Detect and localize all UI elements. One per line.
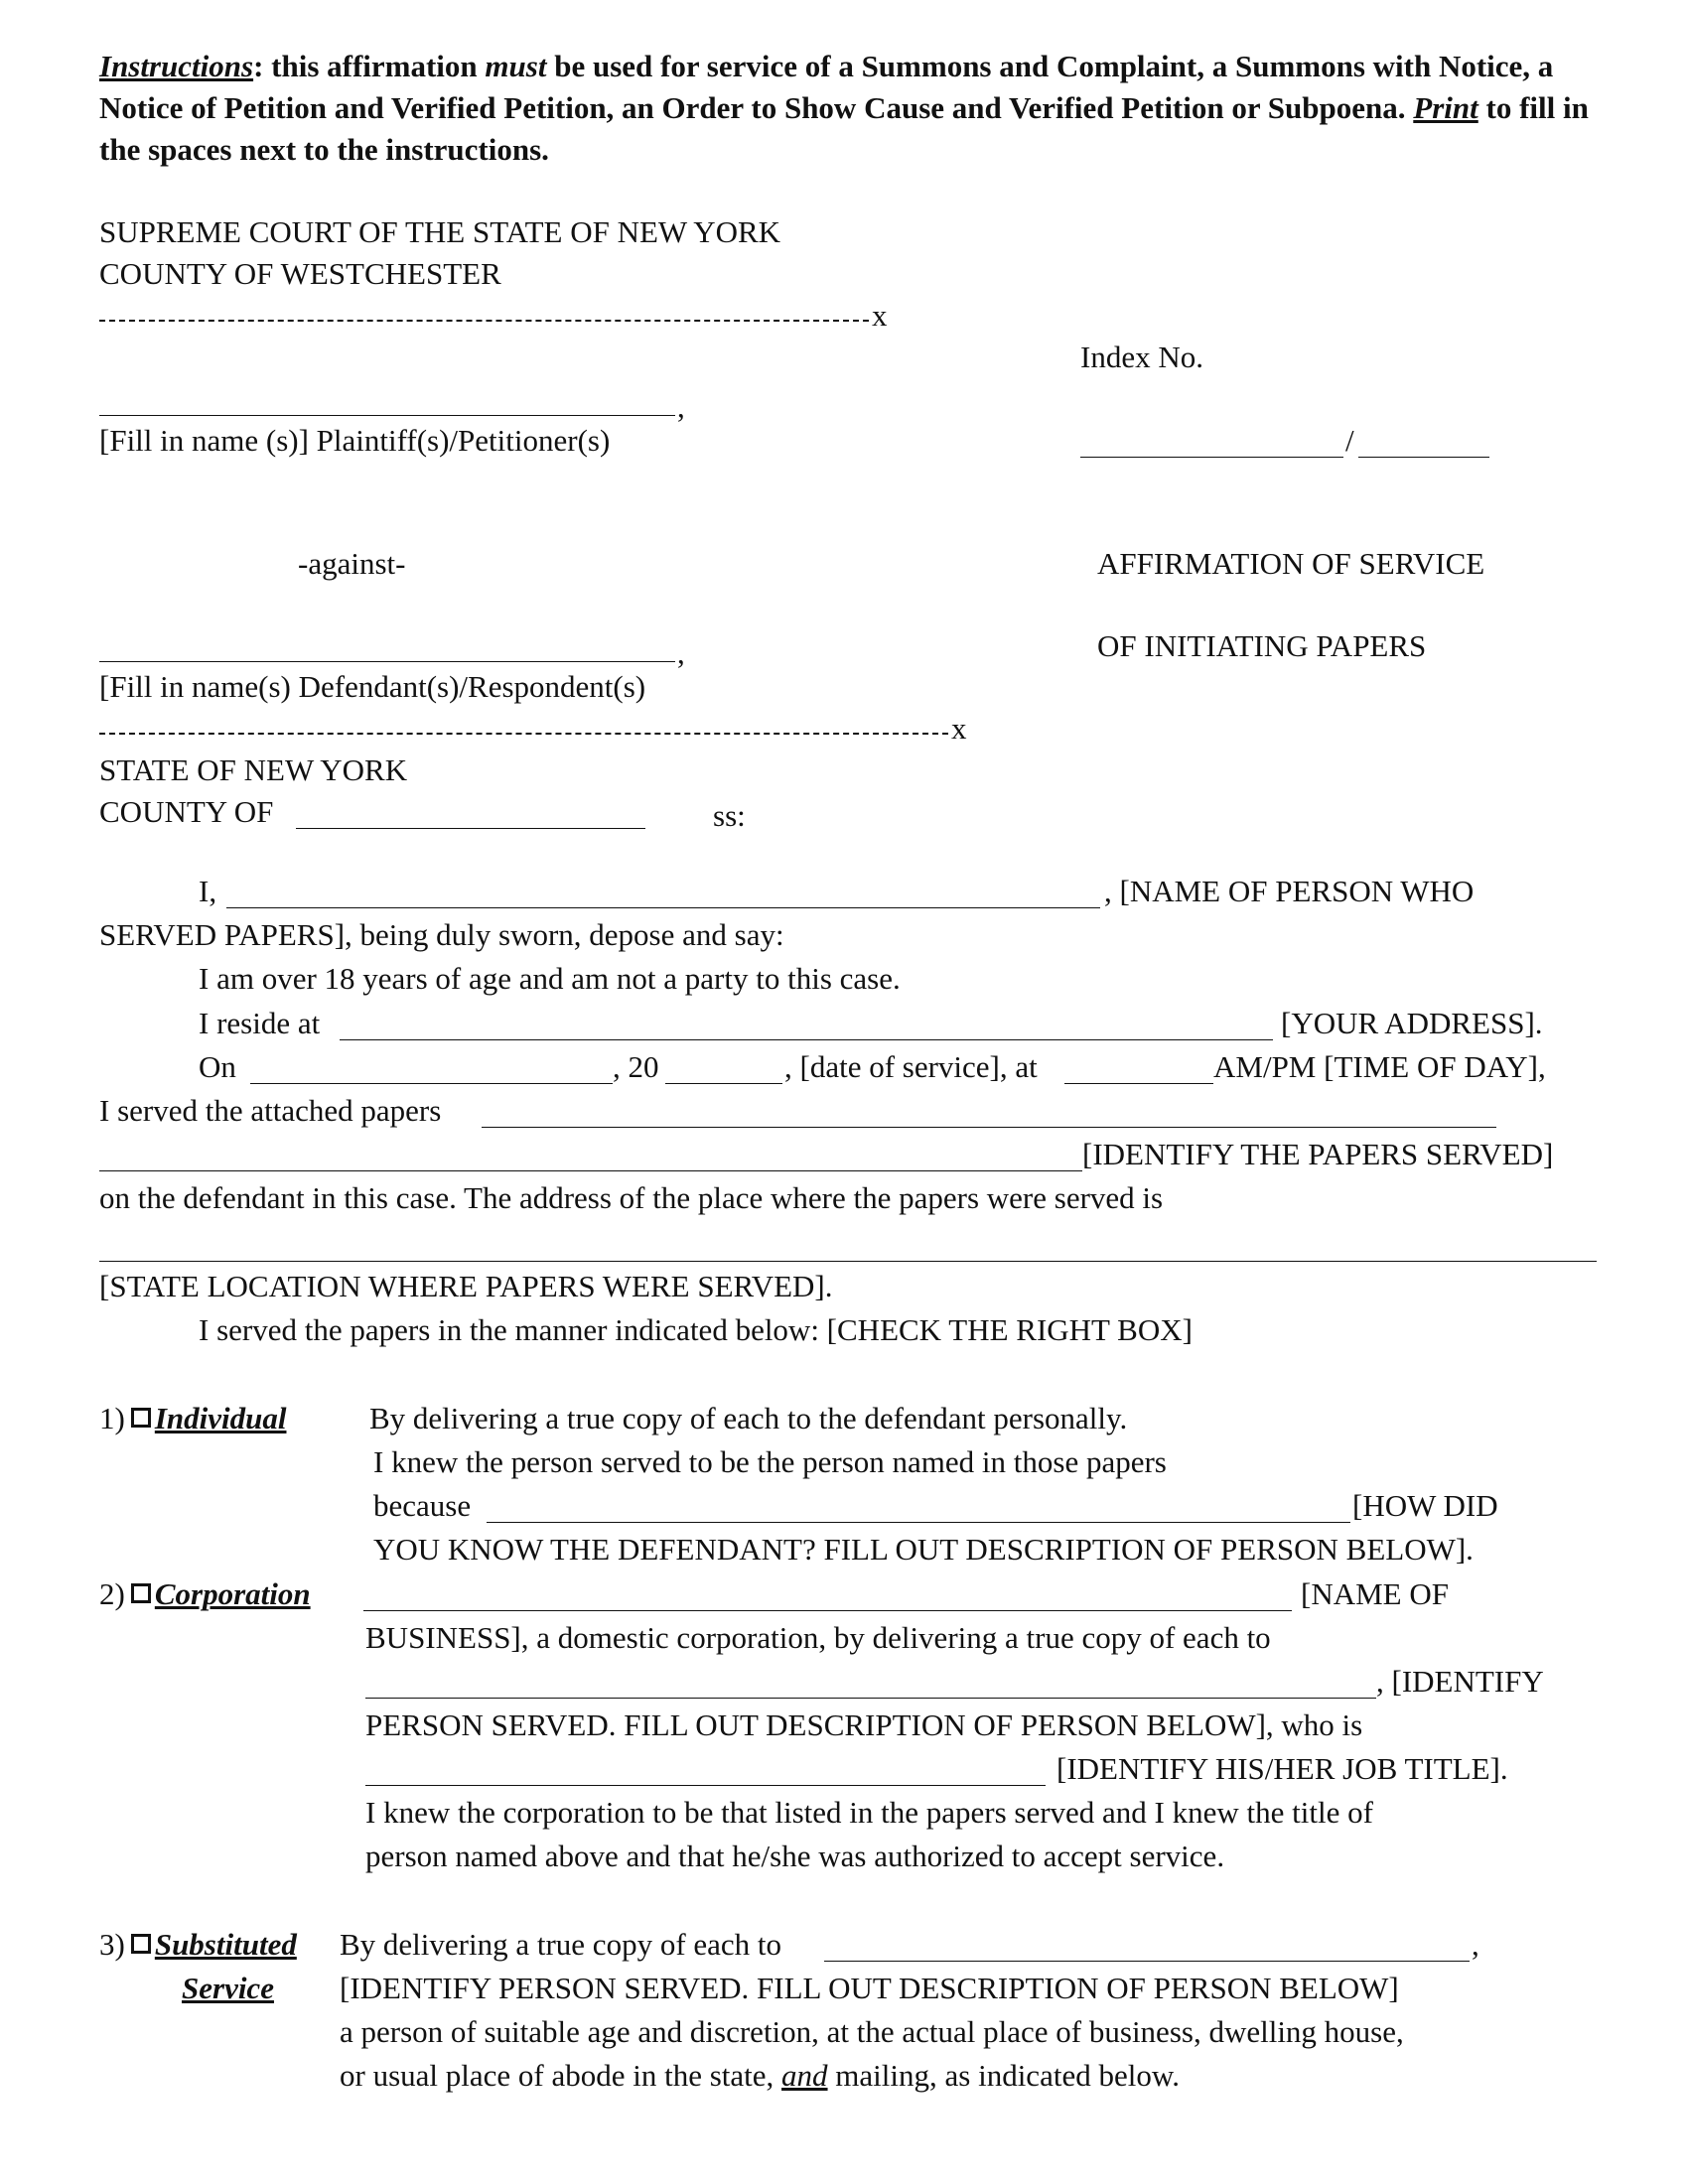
substituted-line-4a: or usual place of abode in the state, — [340, 2058, 782, 2093]
defendant-label: [Fill in name(s) Defendant(s)/Respondent(s) — [99, 669, 646, 704]
substituted-line-1: By delivering a true copy of each to — [340, 1927, 782, 1962]
served-attached-label: I served the attached papers — [99, 1093, 442, 1128]
instructions-text-1: : this affirmation — [253, 49, 486, 83]
affiant-intro: I, — [199, 874, 217, 908]
server-name-field[interactable] — [226, 907, 1100, 908]
index-year-field[interactable] — [1358, 457, 1489, 458]
individual-line-2: I knew the person served to be the person named in those papers — [373, 1444, 1167, 1479]
venue-county-label: COUNTY OF — [99, 794, 274, 829]
individual-line-1: By delivering a true copy of each to the defendant personally. — [369, 1401, 1128, 1435]
substituted-line-2: [IDENTIFY PERSON SERVED. FILL OUT DESCRIPTION OF PERSON BELOW] — [340, 1971, 1399, 2005]
plaintiff-comma: , — [677, 389, 685, 424]
option-corporation-label: Corporation — [154, 1576, 311, 1611]
option-corporation-heading — [99, 1576, 311, 1612]
option-substituted-number: 3) — [99, 1927, 125, 1962]
manner-of-service-text: I served the papers in the manner indicated below: [CHECK THE RIGHT BOX] — [199, 1312, 1193, 1347]
option-individual-number: 1) — [99, 1401, 125, 1435]
option-substituted-label-2: Service — [182, 1971, 274, 2005]
papers-served-field-2[interactable] — [99, 1170, 1082, 1171]
server-address-field[interactable] — [340, 1039, 1273, 1040]
option-individual-heading — [99, 1401, 286, 1436]
instructions-print: Print — [1413, 90, 1478, 125]
substituted-comma: , — [1472, 1927, 1479, 1962]
document-title-line-1: AFFIRMATION OF SERVICE — [1097, 546, 1485, 581]
individual-line-4: YOU KNOW THE DEFENDANT? FILL OUT DESCRIPTION OF PERSON BELOW]. — [373, 1532, 1474, 1567]
individual-checkbox[interactable] — [131, 1408, 151, 1428]
plaintiff-name-field[interactable] — [99, 415, 675, 416]
against-label: -against- — [298, 546, 406, 581]
instructions-text-2: be used for service of a Summons and Complaint, a Summons with Notice, a Notice of Petition and Verified Petition, an Order to Show Cause and Verified Petition or Subpoena. — [99, 49, 1554, 125]
venue-ss: ss: — [713, 798, 746, 833]
caption-divider-bottom — [99, 733, 948, 735]
reside-label: I reside at — [199, 1006, 321, 1040]
business-name-field[interactable] — [363, 1610, 1292, 1611]
corporation-line-2: BUSINESS], a domestic corporation, by delivering a true copy of each to — [365, 1620, 1271, 1655]
option-substituted-heading — [99, 1927, 297, 1963]
option-substituted-label-1: Substituted — [154, 1927, 297, 1962]
corporation-line-7: person named above and that he/she was authorized to accept service. — [365, 1839, 1225, 1873]
index-number-slash: / — [1345, 423, 1354, 458]
index-number-label: Index No. — [1080, 340, 1203, 374]
substituted-and: and — [781, 2058, 828, 2093]
corporation-line-6: I knew the corporation to be that listed in the papers served and I knew the title of — [365, 1795, 1373, 1830]
court-name: SUPREME COURT OF THE STATE OF NEW YORK — [99, 214, 781, 249]
year-prefix: , 20 — [613, 1049, 659, 1084]
business-name-tag: [NAME OF — [1301, 1576, 1449, 1611]
time-of-day-tag: AM/PM [TIME OF DAY], — [1213, 1049, 1546, 1084]
date-of-service-tag: , [date of service], at — [784, 1049, 1038, 1084]
substituted-checkbox[interactable] — [131, 1934, 151, 1954]
instructions-paragraph — [99, 46, 1589, 171]
court-county: COUNTY OF WESTCHESTER — [99, 256, 501, 291]
venue-state: STATE OF NEW YORK — [99, 752, 408, 787]
option-corporation-number: 2) — [99, 1576, 125, 1611]
service-time-field[interactable] — [1064, 1083, 1213, 1084]
caption-x-top: x — [872, 298, 888, 333]
caption-divider-top — [99, 320, 869, 322]
corporation-person-field[interactable] — [365, 1698, 1376, 1699]
index-number-field[interactable] — [1080, 457, 1343, 458]
corporation-line-4: PERSON SERVED. FILL OUT DESCRIPTION OF PERSON BELOW], who is — [365, 1707, 1363, 1742]
individual-how-tag: [HOW DID — [1352, 1488, 1498, 1523]
substituted-line-3: a person of suitable age and discretion, at the actual place of business, dwelling house, — [340, 2014, 1404, 2049]
caption-x-bottom: x — [951, 711, 967, 746]
papers-served-field-1[interactable] — [482, 1127, 1496, 1128]
document-title-line-2: OF INITIATING PAPERS — [1097, 628, 1427, 663]
plaintiff-label: [Fill in name (s)] Plaintiff(s)/Petitioner(s) — [99, 423, 611, 458]
option-individual-label: Individual — [154, 1401, 287, 1435]
defendant-address-text: on the defendant in this case. The address of the place where the papers were served is — [99, 1180, 1164, 1215]
job-title-tag: [IDENTIFY HIS/HER JOB TITLE]. — [1056, 1751, 1508, 1786]
address-tag: [YOUR ADDRESS]. — [1281, 1006, 1543, 1040]
service-year-field[interactable] — [665, 1083, 782, 1084]
service-date-field[interactable] — [250, 1083, 613, 1084]
identify-papers-tag: [IDENTIFY THE PAPERS SERVED] — [1082, 1137, 1554, 1171]
venue-county-field[interactable] — [296, 828, 645, 829]
instructions-must: must — [485, 49, 547, 83]
corporation-identify-tag: , [IDENTIFY — [1376, 1664, 1544, 1699]
served-papers-text: SERVED PAPERS], being duly sworn, depose and say: — [99, 917, 784, 952]
defendant-comma: , — [677, 635, 685, 670]
substituted-line-4b: mailing, as indicated below. — [827, 2058, 1180, 2093]
defendant-name-field[interactable] — [99, 661, 675, 662]
service-location-field[interactable] — [99, 1261, 1597, 1262]
instructions-label: Instructions — [99, 49, 254, 83]
individual-because-label: because — [373, 1488, 472, 1523]
state-location-tag: [STATE LOCATION WHERE PAPERS WERE SERVED]. — [99, 1269, 833, 1303]
substituted-person-field[interactable] — [824, 1961, 1470, 1962]
server-name-tag: , [NAME OF PERSON WHO — [1104, 874, 1475, 908]
on-label: On — [199, 1049, 236, 1084]
instructions-text-3: to fill in the spaces next to the instructions. — [99, 90, 1589, 167]
job-title-field[interactable] — [365, 1785, 1046, 1786]
substituted-line-4 — [340, 2058, 1180, 2094]
corporation-checkbox[interactable] — [131, 1583, 151, 1603]
individual-reason-field[interactable] — [487, 1522, 1350, 1523]
over-18-statement: I am over 18 years of age and am not a party to this case. — [199, 961, 901, 996]
